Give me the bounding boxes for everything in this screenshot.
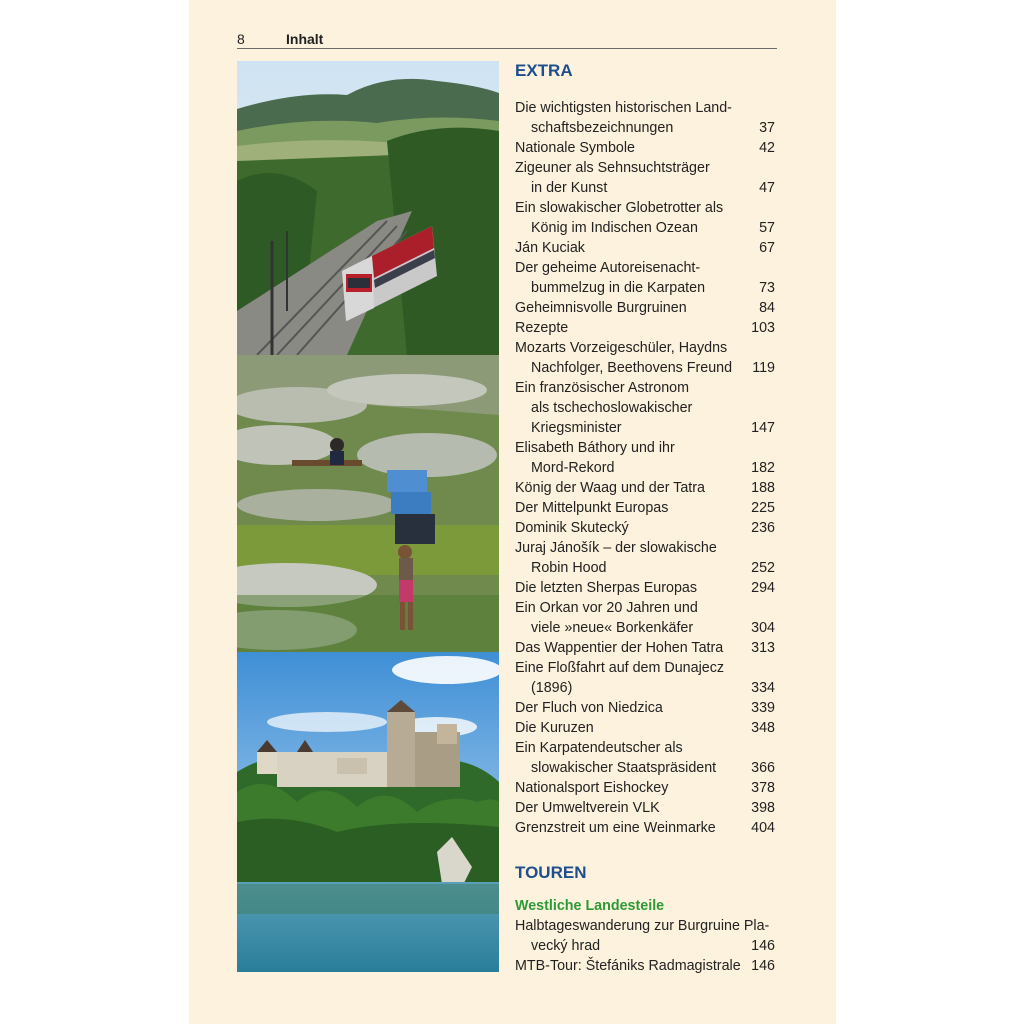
toc-entry[interactable] xyxy=(515,518,775,538)
toc-entry-title: Die Kuruzen xyxy=(515,720,594,736)
toc-entry-page: 348 xyxy=(751,720,775,736)
toc-entry[interactable] xyxy=(515,598,775,638)
toc-entry[interactable] xyxy=(515,916,775,956)
toc-entry-title: Elisabeth Báthory und ihr xyxy=(515,440,675,456)
toc-entry[interactable] xyxy=(515,638,775,658)
page-number: 8 xyxy=(237,31,245,47)
section-title-extra: EXTRA xyxy=(515,61,573,80)
toc-entry[interactable] xyxy=(515,738,775,778)
toc-entry-title: Robin Hood xyxy=(531,560,607,576)
toc-entry-title: Rezepte xyxy=(515,320,569,336)
toc-entry-page: 236 xyxy=(751,520,775,536)
toc-entry[interactable] xyxy=(515,718,775,738)
toc-entry-title: Der geheime Autoreisenacht- xyxy=(515,260,701,276)
toc-entry-page: 73 xyxy=(759,280,775,296)
toc-entry-title: Eine Floßfahrt auf dem Dunajecz xyxy=(515,660,724,676)
toc-entry-title: Ein Karpatendeutscher als xyxy=(515,740,683,756)
toc-entry[interactable] xyxy=(515,478,775,498)
toc-entry-page: 119 xyxy=(752,360,775,376)
touren-list xyxy=(515,916,775,976)
toc-entry[interactable] xyxy=(515,798,775,818)
toc-entry[interactable] xyxy=(515,98,775,138)
toc-entry[interactable] xyxy=(515,298,775,318)
toc-entry-title: Nachfolger, Beethovens Freund xyxy=(531,360,733,376)
castle-lake-photo xyxy=(237,652,499,972)
toc-entry[interactable] xyxy=(515,578,775,598)
toc-entry-page: 398 xyxy=(751,800,775,816)
toc-entry[interactable] xyxy=(515,258,775,298)
toc-entry[interactable] xyxy=(515,658,775,698)
toc-entry[interactable] xyxy=(515,338,775,378)
extra-list xyxy=(515,98,775,838)
toc-entry[interactable] xyxy=(515,138,775,158)
toc-entry-title: Geheimnisvolle Burgruinen xyxy=(515,300,687,316)
toc-entry[interactable] xyxy=(515,698,775,718)
toc-entry-page: 146 xyxy=(751,938,775,954)
toc-entry-page: 103 xyxy=(751,320,775,336)
toc-entry-title: Ein Orkan vor 20 Jahren und xyxy=(515,600,698,616)
toc-entry-title: Der Fluch von Niedzica xyxy=(515,700,663,716)
toc-entry-title: schaftsbezeichnungen xyxy=(531,120,674,136)
porter-mountains-photo xyxy=(237,355,499,652)
toc-entry[interactable] xyxy=(515,378,775,438)
toc-entry-page: 182 xyxy=(751,460,775,476)
toc-entry-page: 366 xyxy=(751,760,775,776)
toc-entry[interactable] xyxy=(515,956,775,976)
toc-entry-page: 339 xyxy=(751,700,775,716)
toc-entry[interactable] xyxy=(515,158,775,198)
train-landscape-photo xyxy=(237,61,499,355)
toc-entry-page: 304 xyxy=(751,620,775,636)
toc-entry-page: 188 xyxy=(751,480,775,496)
toc-entry-title: Das Wappentier der Hohen Tatra xyxy=(515,640,724,656)
page-title: Inhalt xyxy=(286,31,324,47)
toc-entry-title: Dominik Skutecký xyxy=(515,520,629,536)
toc-entry-page: 147 xyxy=(751,420,775,436)
toc-entry-title: bummelzug in die Karpaten xyxy=(531,280,706,296)
toc-entry-title: Juraj Jánošík – der slowakische xyxy=(515,540,717,556)
toc-entry-title: Der Umweltverein VLK xyxy=(515,800,660,816)
toc-entry-page: 252 xyxy=(751,560,775,576)
toc-entry[interactable] xyxy=(515,198,775,238)
toc-entry[interactable] xyxy=(515,538,775,578)
toc-entry-page: 313 xyxy=(751,640,775,656)
toc-entry-title: Ein französischer Astronom xyxy=(515,380,690,396)
toc-entry-page: 334 xyxy=(751,680,775,696)
subsection-title: Westliche Landesteile xyxy=(515,898,665,914)
toc-entry-title: Zigeuner als Sehnsuchtsträger xyxy=(515,160,710,176)
toc-entry[interactable] xyxy=(515,778,775,798)
section-title-touren: TOUREN xyxy=(515,863,587,882)
toc-column xyxy=(515,58,775,976)
toc-entry-title: Mozarts Vorzeigeschüler, Haydns xyxy=(515,340,728,356)
toc-entry-title: in der Kunst xyxy=(531,180,608,196)
toc-entry-title: slowakischer Staatspräsident xyxy=(531,760,717,776)
toc-entry-page: 404 xyxy=(751,820,775,836)
toc-entry-title: Die wichtigsten historischen Land- xyxy=(515,100,732,116)
toc-entry-title: Kriegsminister xyxy=(531,420,622,436)
toc-entry[interactable] xyxy=(515,238,775,258)
toc-entry-page: 146 xyxy=(751,958,775,974)
toc-entry-page: 37 xyxy=(759,120,775,136)
toc-entry-page: 378 xyxy=(751,780,775,796)
toc-entry-page: 47 xyxy=(759,180,775,196)
toc-entry-title: vecký hrad xyxy=(531,938,601,954)
toc-entry-page: 57 xyxy=(759,220,775,236)
toc-entry-title: Nationale Symbole xyxy=(515,140,636,156)
toc-entry-title: Ein slowakischer Globetrotter als xyxy=(515,200,724,216)
toc-entry-page: 294 xyxy=(751,580,775,596)
toc-entry-title: viele »neue« Borkenkäfer xyxy=(531,620,694,636)
toc-entry[interactable] xyxy=(515,438,775,478)
toc-entry-title: (1896) xyxy=(531,680,573,696)
toc-entry-title: Nationalsport Eishockey xyxy=(515,780,669,796)
toc-entry-page: 225 xyxy=(751,500,775,516)
toc-entry-title: Die letzten Sherpas Europas xyxy=(515,580,697,596)
toc-entry[interactable] xyxy=(515,498,775,518)
toc-entry-page: 84 xyxy=(759,300,775,316)
toc-entry-title: König im Indischen Ozean xyxy=(531,220,698,236)
toc-entry-title: Mord-Rekord xyxy=(531,460,615,476)
toc-entry-title: Halbtageswanderung zur Burgruine Pla- xyxy=(515,918,770,934)
toc-entry-title: als tschechoslowakischer xyxy=(531,400,693,416)
toc-entry[interactable] xyxy=(515,318,775,338)
toc-entry-title: MTB-Tour: Štefániks Radmagistrale xyxy=(515,958,741,974)
toc-entry-title: Ján Kuciak xyxy=(515,240,585,256)
toc-entry-title: König der Waag und der Tatra xyxy=(515,480,705,496)
toc-entry-page: 67 xyxy=(759,240,775,256)
toc-entry-title: Der Mittelpunkt Europas xyxy=(515,500,669,516)
toc-entry-title: Grenzstreit um eine Weinmarke xyxy=(515,820,716,836)
toc-entry-page: 42 xyxy=(759,140,775,156)
toc-entry[interactable] xyxy=(515,818,775,838)
page-header xyxy=(237,30,777,49)
